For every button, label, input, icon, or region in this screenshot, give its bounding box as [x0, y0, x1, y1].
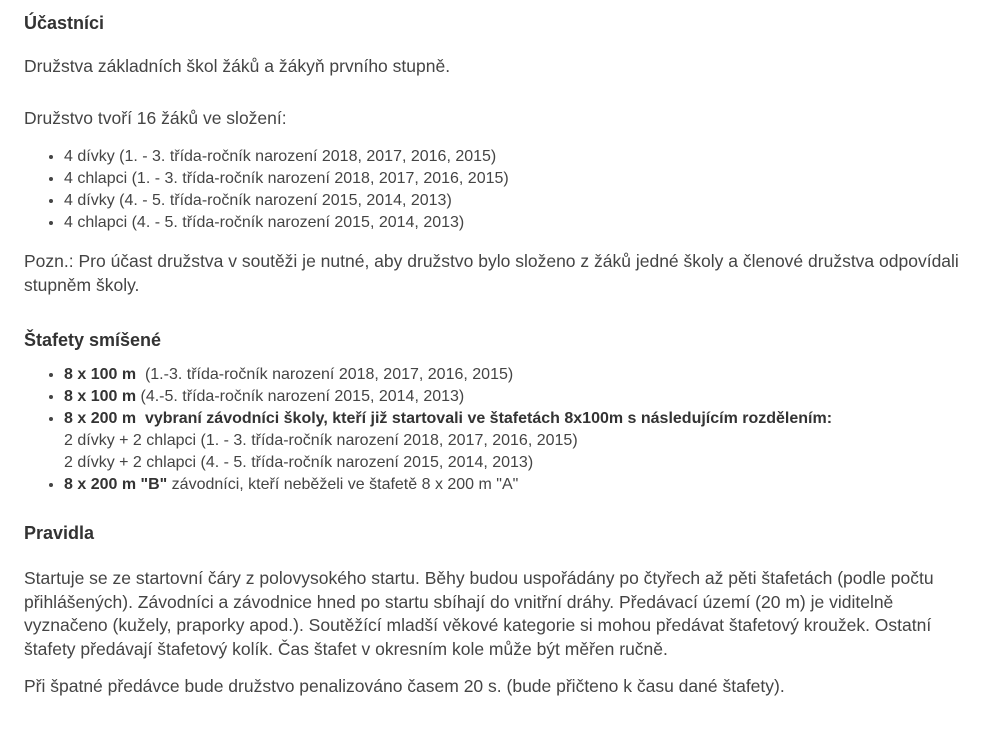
- heading-stafety: Štafety smíšené: [24, 330, 162, 350]
- relay-description: (4.-5. třída-ročník narození 2015, 2014, 2013): [136, 388, 465, 405]
- list-item: [64, 364, 974, 386]
- heading-ucastnici: Účastníci: [24, 13, 105, 33]
- relay-sub-line: 2 dívky + 2 chlapci (4. - 5. třída-ročník narození 2015, 2014, 2013): [64, 454, 534, 471]
- relay-distance: 8 x 200 m "B": [64, 476, 168, 493]
- relay-description: závodníci, kteří neběželi ve štafetě 8 x 200 m "A": [167, 476, 519, 493]
- list-item: • 4 chlapci (4. - 5. třída-ročník narození 2015, 2014, 2013): [64, 212, 974, 234]
- list-item: [64, 386, 974, 408]
- heading-pravidla: Pravidla: [24, 523, 95, 543]
- relay-description: (1.-3. třída-ročník narození 2018, 2017, 2016, 2015): [136, 366, 514, 383]
- list-item: • 4 dívky (4. - 5. třída-ročník narození 2015, 2014, 2013): [64, 190, 974, 212]
- list-item: • 4 chlapci (1. - 3. třída-ročník narození 2018, 2017, 2016, 2015): [64, 168, 974, 190]
- rules-paragraph: Startuje se ze startovní čáry z polovysokého startu. Běhy budou uspořádány po čtyřech až pěti štafetách (podle počtu přihlášených). Závodníci a závodnice hned po startu sbíhají do vnitřní dráhy. Předávací území (20 m) je viditelně vyznačeno (kužely, praporky apod.). Soutěžící mladší věkové kategorie si mohou předávat štafetový kroužek. Ostatní štafety předávají štafetový kolík. Čas štafet v okresním kole může být měřen ručně.: [24, 568, 934, 659]
- penalty-paragraph: Při špatné předávce bude družstvo penalizováno časem 20 s. (bude přičteno k času dané štafety).: [24, 676, 785, 696]
- relay-distance: 8 x 100 m: [64, 366, 137, 383]
- relay-list: [24, 364, 974, 496]
- list-item: [64, 474, 974, 496]
- participation-note: Pozn.: Pro účast družstva v soutěži je nutné, aby družstvo bylo složeno z žáků jedné školy a členové družstva odpovídali stupněm školy.: [24, 251, 959, 295]
- relay-distance: 8 x 200 m vybraní závodníci školy, kteří již startovali ve štafetách 8x100m s následujícím rozdělením:: [64, 410, 833, 427]
- team-composition-list: [24, 146, 974, 234]
- list-item: [64, 408, 974, 474]
- team-composition-title: Družstvo tvoří 16 žáků ve složení:: [24, 107, 287, 128]
- list-item: • 4 dívky (1. - 3. třída-ročník narození 2018, 2017, 2016, 2015): [64, 146, 974, 168]
- relay-sub-line: 2 dívky + 2 chlapci (1. - 3. třída-ročník narození 2018, 2017, 2016, 2015): [64, 432, 578, 449]
- participants-intro: Družstva základních škol žáků a žákyň prvního stupně.: [24, 56, 451, 76]
- relay-distance: 8 x 100 m: [64, 388, 137, 405]
